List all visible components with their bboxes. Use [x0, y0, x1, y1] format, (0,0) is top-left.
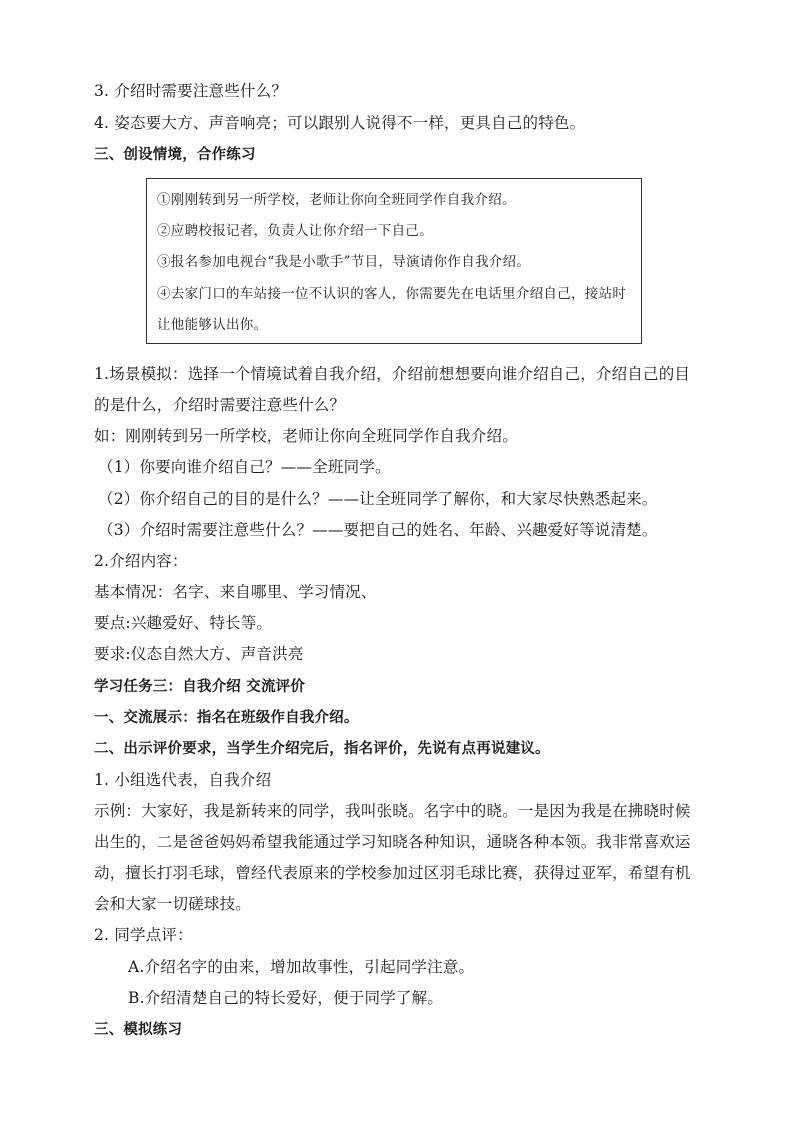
- sample-line-1: 示例：大家好，我是新转来的同学，我叫张晓。名字中的晓。一是因为我是在拂晓时候: [94, 802, 691, 820]
- scene-simulation-line-1: 1.场景模拟：选择一个情境试着自我介绍，介绍前想想要向谁介绍自己，介绍自己的目: [94, 365, 691, 383]
- sub-question-1: （1）你要向谁介绍自己？——全班同学。: [98, 458, 391, 476]
- sub-question-3: （3）介绍时需要注意些什么？——要把自己的姓名、年龄、兴趣爱好等说清楚。: [98, 521, 658, 539]
- requirements: 要求:仪态自然大方、声音洪亮: [94, 645, 304, 663]
- question-3: 3. 介绍时需要注意些什么？: [94, 82, 288, 100]
- peer-review-b: B.介绍清楚自己的特长爱好，便于同学了解。: [128, 989, 444, 1007]
- task-3-heading: 学习任务三：自我介绍 交流评价: [94, 679, 306, 695]
- peer-review-title: 2. 同学点评：: [94, 926, 193, 944]
- content-title: 2.介绍内容：: [94, 552, 188, 570]
- sample-line-4: 会和大家一切磋球技。: [94, 895, 252, 913]
- sub-question-2: （2）你介绍自己的目的是什么？——让全班同学了解你，和大家尽快熟悉起来。: [98, 490, 658, 508]
- scenario-item-4-line-1: ④去家门口的车站接一位不认识的客人，你需要先在电话里介绍自己，接站时: [157, 286, 627, 302]
- step-2-heading: 二、出示评价要求，当学生介绍完后，指名评价，先说有点再说建议。: [94, 741, 550, 757]
- example-line: 如：刚刚转到另一所学校，老师让你向全班同学作自我介绍。: [94, 427, 518, 445]
- sample-line-3: 动，擅长打羽毛球，曾经代表原来的学校参加过区羽毛球比赛，获得过亚军，希望有机: [94, 864, 691, 882]
- basic-info: 基本情况：名字、来自哪里、学习情况、: [94, 583, 377, 601]
- scenario-item-4-line-2: 让他能够认出你。: [157, 317, 268, 333]
- group-representative: 1. 小组选代表，自我介绍: [94, 771, 272, 789]
- scenario-item-3: ③报名参加电视台“我是小歌手”节目，导演请你作自我介绍。: [157, 254, 531, 270]
- section-3-heading: 三、创设情境，合作练习: [94, 147, 256, 163]
- scenario-item-1: ①刚刚转到另一所学校，老师让你向全班同学作自我介绍。: [157, 192, 516, 208]
- scenario-box: [146, 178, 642, 344]
- scene-simulation-line-2: 的是什么，介绍时需要注意些什么？: [94, 396, 346, 414]
- point-4: 4. 姿态要大方、声音响亮；可以跟别人说得不一样，更具自己的特色。: [94, 114, 586, 132]
- key-points: 要点:兴趣爱好、特长等。: [94, 614, 273, 632]
- sample-line-2: 出生的，二是爸爸妈妈希望我能通过学习知晓各种知识，通晓各种本领。我非常喜欢运: [94, 833, 691, 851]
- peer-review-a: A.介绍名字的由来，增加故事性，引起同学注意。: [128, 958, 475, 976]
- step-3-heading: 三、模拟练习: [94, 1022, 183, 1038]
- step-1-heading: 一、交流展示：指名在班级作自我介绍。: [94, 710, 359, 726]
- scenario-item-2: ②应聘校报记者，负责人让你介绍一下自己。: [157, 223, 433, 239]
